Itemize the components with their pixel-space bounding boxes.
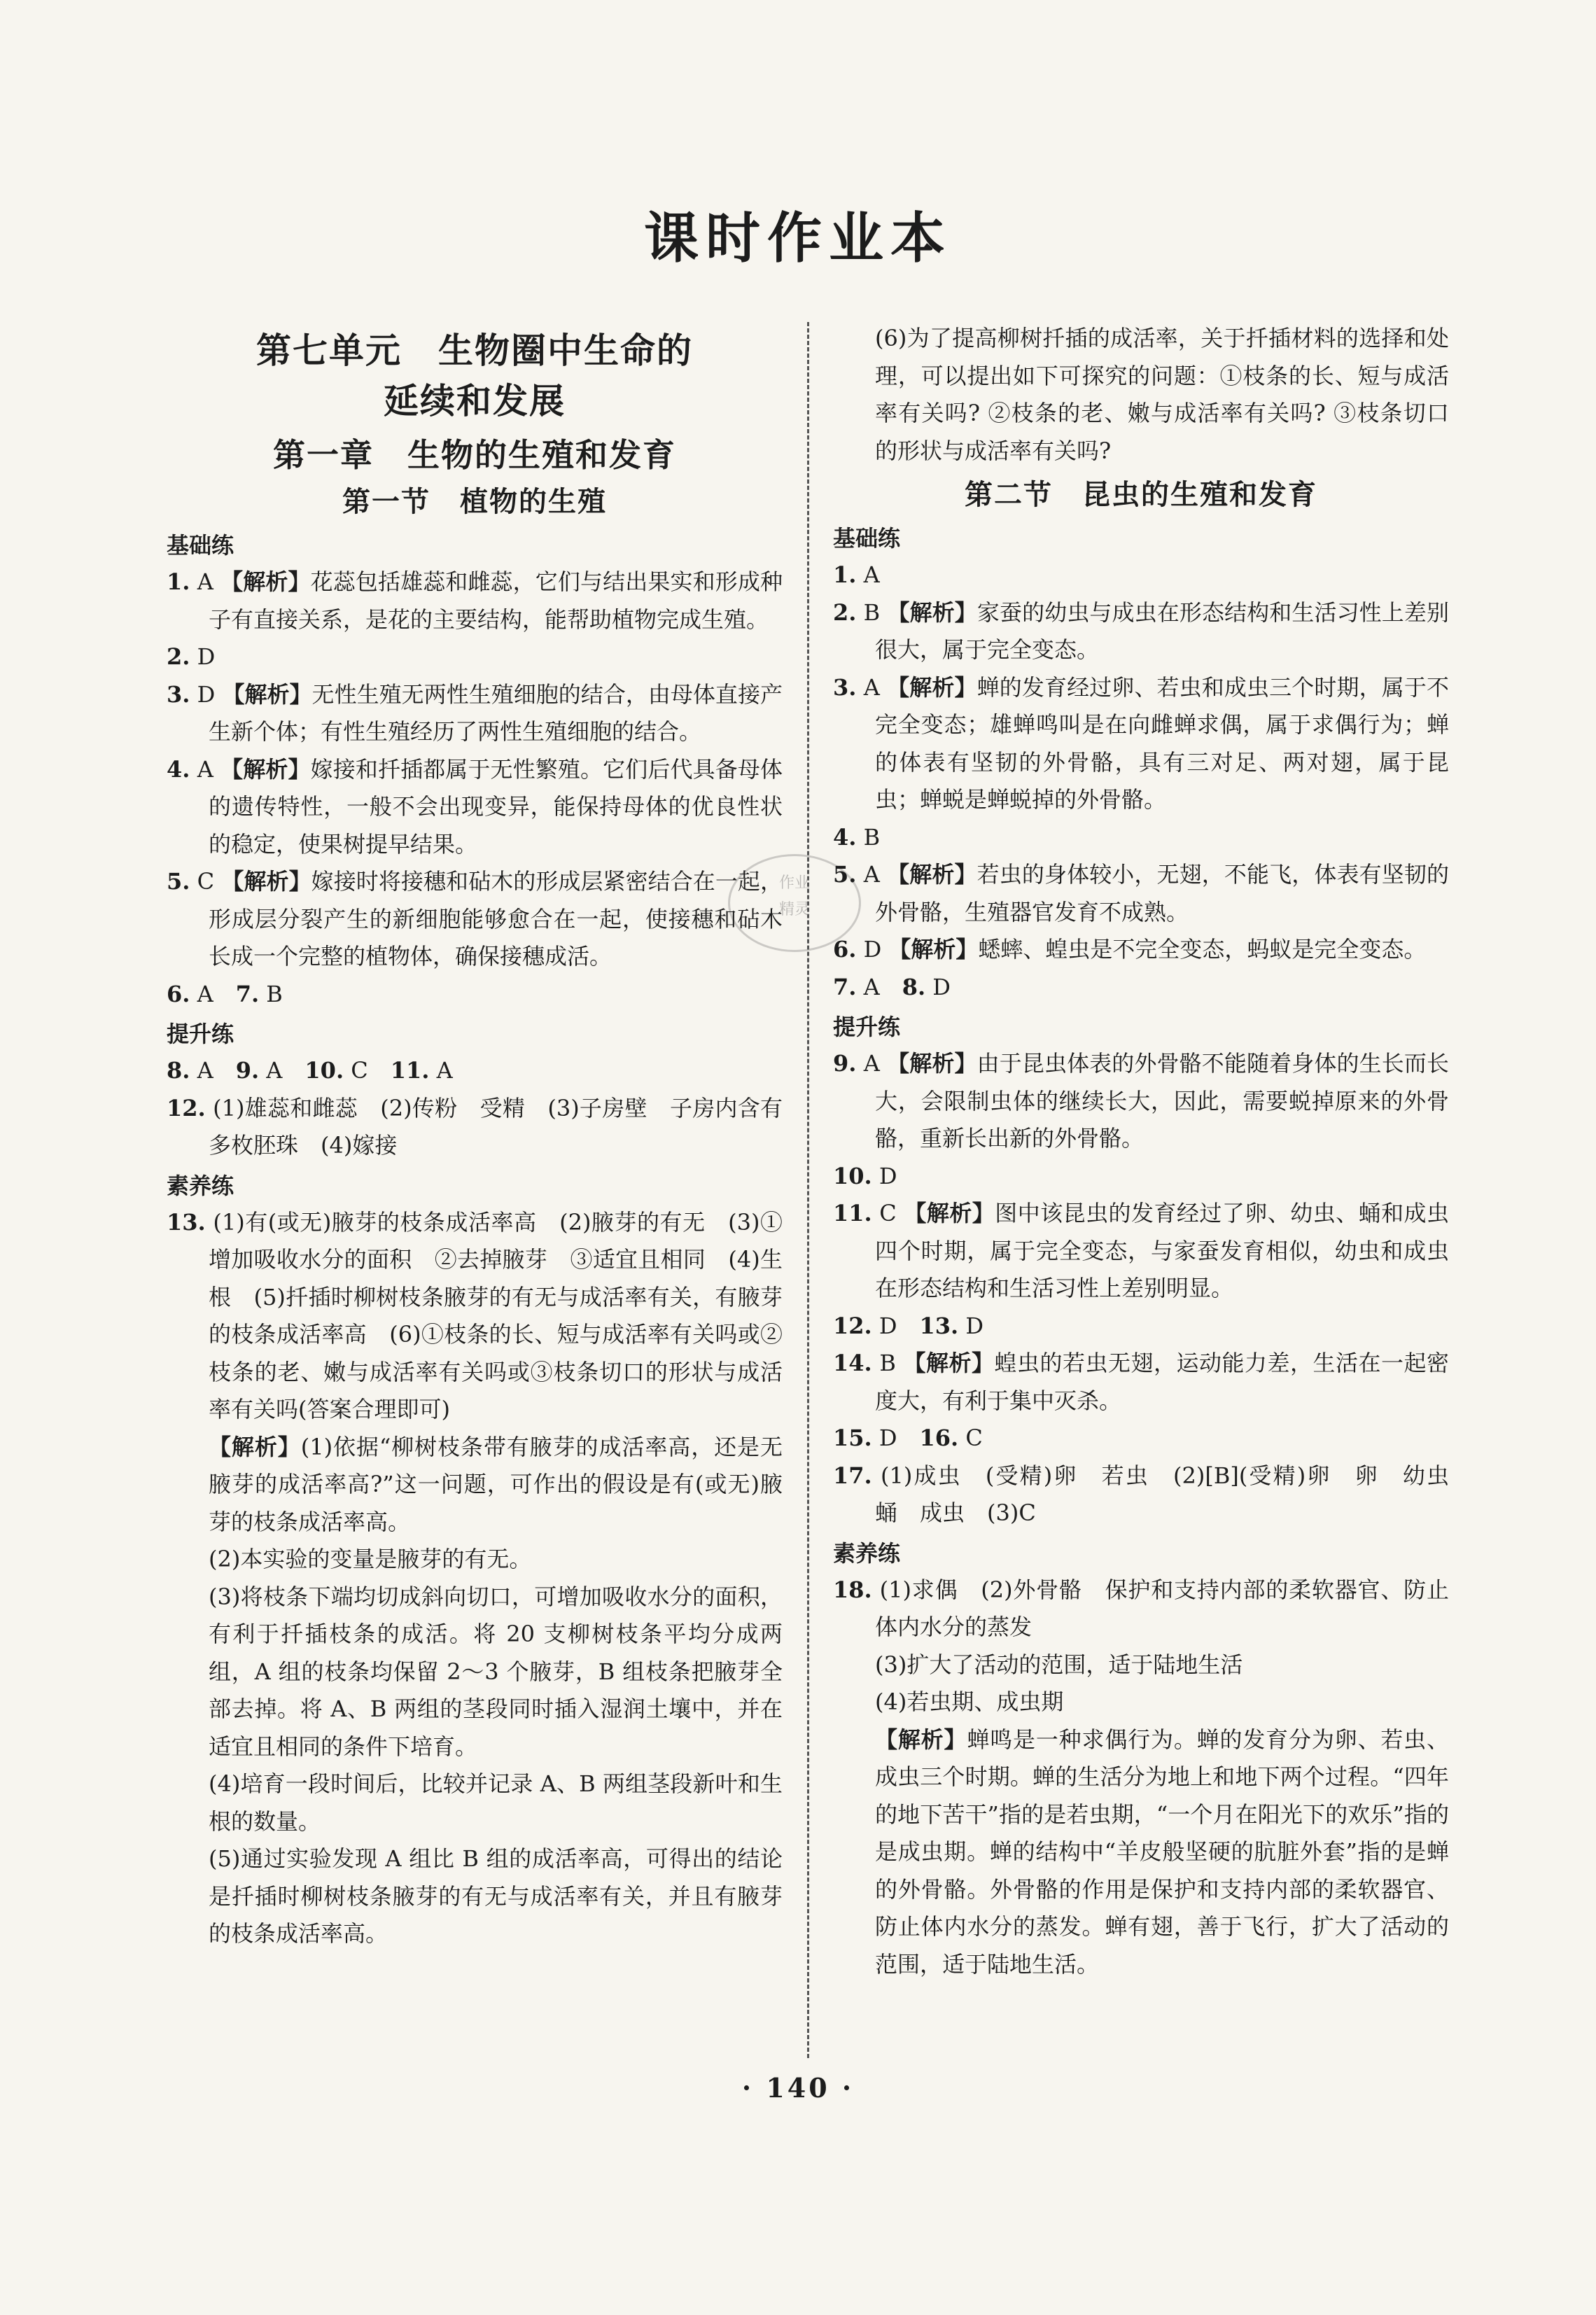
analysis-tag: 【解析】 [887, 861, 977, 888]
analysis-tag: 【解析】 [887, 1050, 977, 1077]
answer-item [833, 1457, 1472, 1532]
question-number: 6. [167, 980, 190, 1007]
answer-choice: A [429, 1057, 453, 1084]
answer-item [833, 856, 1449, 931]
analysis-tag: 【解析】 [887, 599, 977, 626]
analysis-paragraph [167, 1541, 783, 1579]
question-number: 8. [167, 1057, 190, 1084]
answer-choice: D [872, 1312, 920, 1339]
answer-text: (1)成虫 (受精)卵 若虫 (2)[B](受精)卵 卵 幼虫 蛹 成虫 (3)C [872, 1462, 1472, 1526]
right-column [833, 319, 1472, 1983]
group-heading-basic: 基础练 [833, 525, 901, 552]
analysis-paragraph [833, 1646, 1449, 1684]
question-number: 13. [919, 1312, 959, 1339]
question-number: 10. [833, 1162, 872, 1189]
answer-choice: C [344, 1057, 391, 1084]
analysis-tag: 【解析】 [220, 568, 311, 595]
question-number: 16. [919, 1425, 959, 1451]
analysis-text: 蝗虫的若虫无翅，运动能力差，生活在一起密度大，有利于集中灭杀。 [875, 1350, 1449, 1414]
stamp-text-1: 作业 [778, 874, 810, 892]
answer-text: (3)扩大了活动的范围，适于陆地生活 [875, 1651, 1243, 1678]
analysis-tag: 【解析】 [875, 1726, 967, 1753]
unit-title-line-2: 延续和发展 [384, 381, 566, 421]
question-number: 7. [833, 973, 857, 1000]
analysis-text: 图中该昆虫的发育经过了卵、幼虫、蛹和成虫四个时期，属于完全变态，与家蚕发育相似，幼虫和成虫在形态结构和生活习性上差别明显。 [875, 1200, 1449, 1301]
question-number: 10. [304, 1057, 344, 1084]
analysis-text: 蝉的发育经过卵、若虫和成虫三个时期，属于不完全变态；雄蝉鸣叫是在向雌蝉求偶，属于求偶行为；蝉的体表有坚韧的外骨骼，具有三对足、两对翅，属于昆虫；蝉蜕是蝉蜕掉的外骨骼。 [875, 673, 1449, 813]
answer-choice: D [872, 1162, 897, 1189]
analysis-text: 无性生殖无两性生殖细胞的结合，由母体直接产生新个体；有性生殖经历了两性生殖细胞的结合。 [209, 680, 783, 745]
answer-item [167, 638, 783, 676]
answer-item [167, 1204, 783, 1429]
answer-choice: A [190, 980, 236, 1007]
question-number: 1. [167, 568, 190, 595]
answer-item [833, 669, 1449, 819]
section-title: 第一节 植物的生殖 [342, 486, 607, 518]
answer-choice: A [856, 1050, 888, 1077]
analysis-paragraph [167, 1840, 783, 1953]
answer-item [833, 1420, 1449, 1457]
question-number: 4. [833, 823, 857, 851]
answer-choice: A [190, 568, 221, 595]
answer-item [833, 1158, 1449, 1196]
answer-choice: D [190, 643, 216, 670]
group-heading-improve: 提升练 [833, 1014, 901, 1040]
question-number: 6. [833, 936, 857, 963]
analysis-text: 嫁接时将接穗和砧木的形成层紧密结合在一起，形成层分裂产生的新细胞能够愈合在一起，使接穗和砧木长成一个完整的植物体，确保接穗成活。 [209, 868, 783, 970]
unit-title-line-1: 第七单元 生物圈中生命的 [256, 330, 693, 371]
question-number: 14. [833, 1350, 872, 1376]
analysis-paragraph [167, 1579, 783, 1766]
analysis-text: 家蚕的幼虫与成虫在形态结构和生活习性上差别很大，属于完全变态。 [875, 599, 1449, 663]
question-number: 3. [167, 680, 190, 708]
answer-choice: D [925, 973, 951, 1000]
answer-choice: B [259, 980, 283, 1007]
question-number: 15. [833, 1425, 872, 1451]
answer-text: (4)若虫期、成虫期 [875, 1688, 1064, 1715]
question-number: 11. [390, 1057, 430, 1084]
answer-choice: D [190, 680, 223, 708]
question-number: 5. [833, 861, 857, 888]
question-number: 13. [167, 1208, 206, 1236]
answer-choice: C [872, 1200, 904, 1226]
answer-item [833, 931, 1449, 969]
analysis-tag: 【解析】 [222, 680, 312, 708]
answer-choice: C [190, 868, 222, 895]
answer-choice: A [856, 973, 902, 1000]
question-number: 12. [167, 1094, 206, 1121]
section-title: 第二节 昆虫的生殖和发育 [965, 479, 1317, 511]
answer-item [167, 863, 783, 976]
analysis-tag: 【解析】 [887, 673, 977, 701]
analysis-paragraph [167, 1429, 783, 1541]
analysis-text: (5)通过实验发现 A 组比 B 组的成活率高，可得出的结论是扦插时柳树枝条腋芽的有无与成活率有关，并且有腋芽的枝条成活率高。 [209, 1845, 783, 1947]
answer-choice: D [856, 936, 889, 963]
page-title: 课时作业本 [643, 207, 952, 270]
analysis-text: 若虫的身体较小，无翅，不能飞，体表有坚韧的外骨骼，生殖器官发育不成熟。 [875, 861, 1449, 925]
analysis-tag: 【解析】 [904, 1200, 995, 1226]
analysis-tag: 【解析】 [903, 1350, 995, 1376]
question-number: 17. [833, 1462, 872, 1489]
analysis-text: 花蕊包括雄蕊和雌蕊，它们与结出果实和形成种子有直接关系，是花的主要结构，能帮助植物完成生殖。 [209, 568, 783, 633]
group-heading-literacy: 素养练 [833, 1539, 901, 1567]
analysis-text: (4)培育一段时间后，比较并记录 A、B 两组茎段新叶和生根的数量。 [209, 1770, 783, 1835]
answer-item [167, 676, 783, 751]
answer-item [833, 1572, 1449, 1646]
analysis-text: 由于昆虫体表的外骨骼不能随着身体的生长而长大，会限制虫体的继续长大，因此，需要蜕掉原来的外骨骼，重新长出新的外骨骼。 [875, 1050, 1449, 1152]
answer-item [167, 1052, 783, 1090]
question-number: 2. [833, 599, 857, 626]
unit-title [167, 326, 783, 426]
question-number: 18. [833, 1576, 872, 1603]
question-number: 3. [833, 673, 857, 701]
answer-choice: A [190, 1057, 236, 1084]
answer-choice: D [872, 1425, 920, 1451]
analysis-tag: 【解析】 [221, 868, 312, 895]
answer-item [167, 1090, 783, 1165]
answer-choice: B [856, 599, 888, 626]
analysis-text: (2)本实验的变量是腋芽的有无。 [209, 1546, 532, 1572]
question-number: 5. [167, 868, 190, 895]
answer-text: (1)求偶 (2)外骨骼 保护和支持内部的柔软器官、防止体内水分的蒸发 [872, 1576, 1449, 1640]
analysis-text: 蟋蟀、蝗虫是不完全变态，蚂蚁是完全变态。 [978, 936, 1427, 963]
question-number: 1. [833, 561, 857, 588]
answer-choice: A [856, 561, 880, 588]
answer-item [833, 557, 1449, 594]
stamp-text-2: 精灵 [778, 901, 810, 918]
answer-choice: A [190, 755, 221, 783]
answer-item [167, 564, 783, 638]
group-heading-basic: 基础练 [167, 532, 234, 559]
answer-choice: A [856, 861, 888, 888]
question-number: 2. [167, 643, 190, 670]
answer-choice: B [872, 1350, 904, 1376]
analysis-paragraph [167, 1765, 783, 1840]
page-number: · 140 · [741, 2072, 855, 2104]
left-column [167, 319, 783, 1953]
analysis-paragraph [833, 1684, 1449, 1721]
analysis-tag: 【解析】 [209, 1433, 301, 1460]
analysis-paragraph [833, 320, 1449, 470]
answer-item [833, 1345, 1449, 1420]
column-divider [807, 322, 809, 2058]
answer-text: (1)有(或无)腋芽的枝条成活率高 (2)腋芽的有无 (3)①增加吸收水分的面积 ②去掉腋芽 ③适宜且相同 (4)生根 (5)扦插时柳树枝条腋芽的有无与成活率有关，有腋芽的枝条成活率高 (6)①枝条的长、短与成活率有关吗或②枝条的老、嫩与成活率有关吗或③枝条切口的形状与成活率有关吗(答案合理即可) [205, 1208, 783, 1422]
question-number: 9. [235, 1057, 260, 1084]
answer-item [833, 819, 1449, 857]
analysis-tag: 【解析】 [888, 936, 979, 963]
answer-item [833, 1045, 1449, 1158]
answer-choice: C [958, 1425, 983, 1451]
answer-item [833, 969, 1449, 1007]
analysis-tag: 【解析】 [220, 755, 311, 783]
analysis-text: 蝉鸣是一种求偶行为。蝉的发育分为卵、若虫、成虫三个时期。蝉的生活分为地上和地下两个过程。“四年的地下苦干”指的是若虫期，“一个月在阳光下的欢乐”指的是成虫期。蝉的结构中“羊皮般坚硬的肮脏外套”指的是蝉的外骨骼。外骨骼的作用是保护和支持内部的柔软器官、防止体内水分的蒸发。蝉有翅，善于飞行，扩大了活动的范围，适于陆地生活。 [875, 1726, 1449, 1978]
question-number: 9. [833, 1050, 857, 1077]
group-heading-literacy: 素养练 [167, 1172, 234, 1199]
answer-choice: A [856, 673, 888, 701]
group-heading-improve: 提升练 [167, 1021, 234, 1047]
answer-item [833, 1195, 1449, 1308]
analysis-text: (3)将枝条下端均切成斜向切口，可增加吸收水分的面积，有利于扦插枝条的成活。将 20 支柳树枝条平均分成两组，A 组的枝条均保留 2～3 个腋芽，B 组枝条把腋芽全部去掉。将 A、B 两组的茎段同时插入湿润土壤中，并在适宜且相同的条件下培育。 [209, 1583, 783, 1760]
answer-choice: D [958, 1312, 984, 1339]
question-number: 11. [833, 1200, 872, 1226]
analysis-paragraph [833, 1721, 1449, 1984]
analysis-text: (6)为了提高柳树扦插的成活率，关于扦插材料的选择和处理，可以提出如下可探究的问题：①枝条的长、短与成活率有关吗? ②枝条的老、嫩与成活率有关吗? ③枝条切口的形状与成活率有关吗? [875, 325, 1449, 464]
answer-item [833, 594, 1449, 669]
analysis-text: (1)依据“柳树枝条带有腋芽的成活率高，还是无腋芽的成活率高?”这一问题，可作出的假设是有(或无)腋芽的枝条成活率高。 [209, 1433, 783, 1535]
question-number: 7. [235, 980, 260, 1007]
answer-item [833, 1308, 1449, 1345]
answer-text: (1)雄蕊和雌蕊 (2)传粉 受精 (3)子房壁 子房内含有多枚胚珠 (4)嫁接 [205, 1094, 783, 1159]
chapter-title: 第一章 生物的生殖和发育 [273, 436, 676, 474]
answer-choice: B [856, 823, 881, 851]
question-number: 4. [167, 755, 190, 783]
answer-item [167, 751, 783, 864]
question-number: 8. [902, 973, 926, 1000]
question-number: 12. [833, 1312, 872, 1339]
analysis-text: 嫁接和扦插都属于无性繁殖。它们后代具备母体的遗传特性，一般不会出现变异，能保持母体的优良性状的稳定，使果树提早结果。 [209, 755, 783, 858]
answer-item [167, 976, 783, 1014]
answer-choice: A [259, 1057, 305, 1084]
